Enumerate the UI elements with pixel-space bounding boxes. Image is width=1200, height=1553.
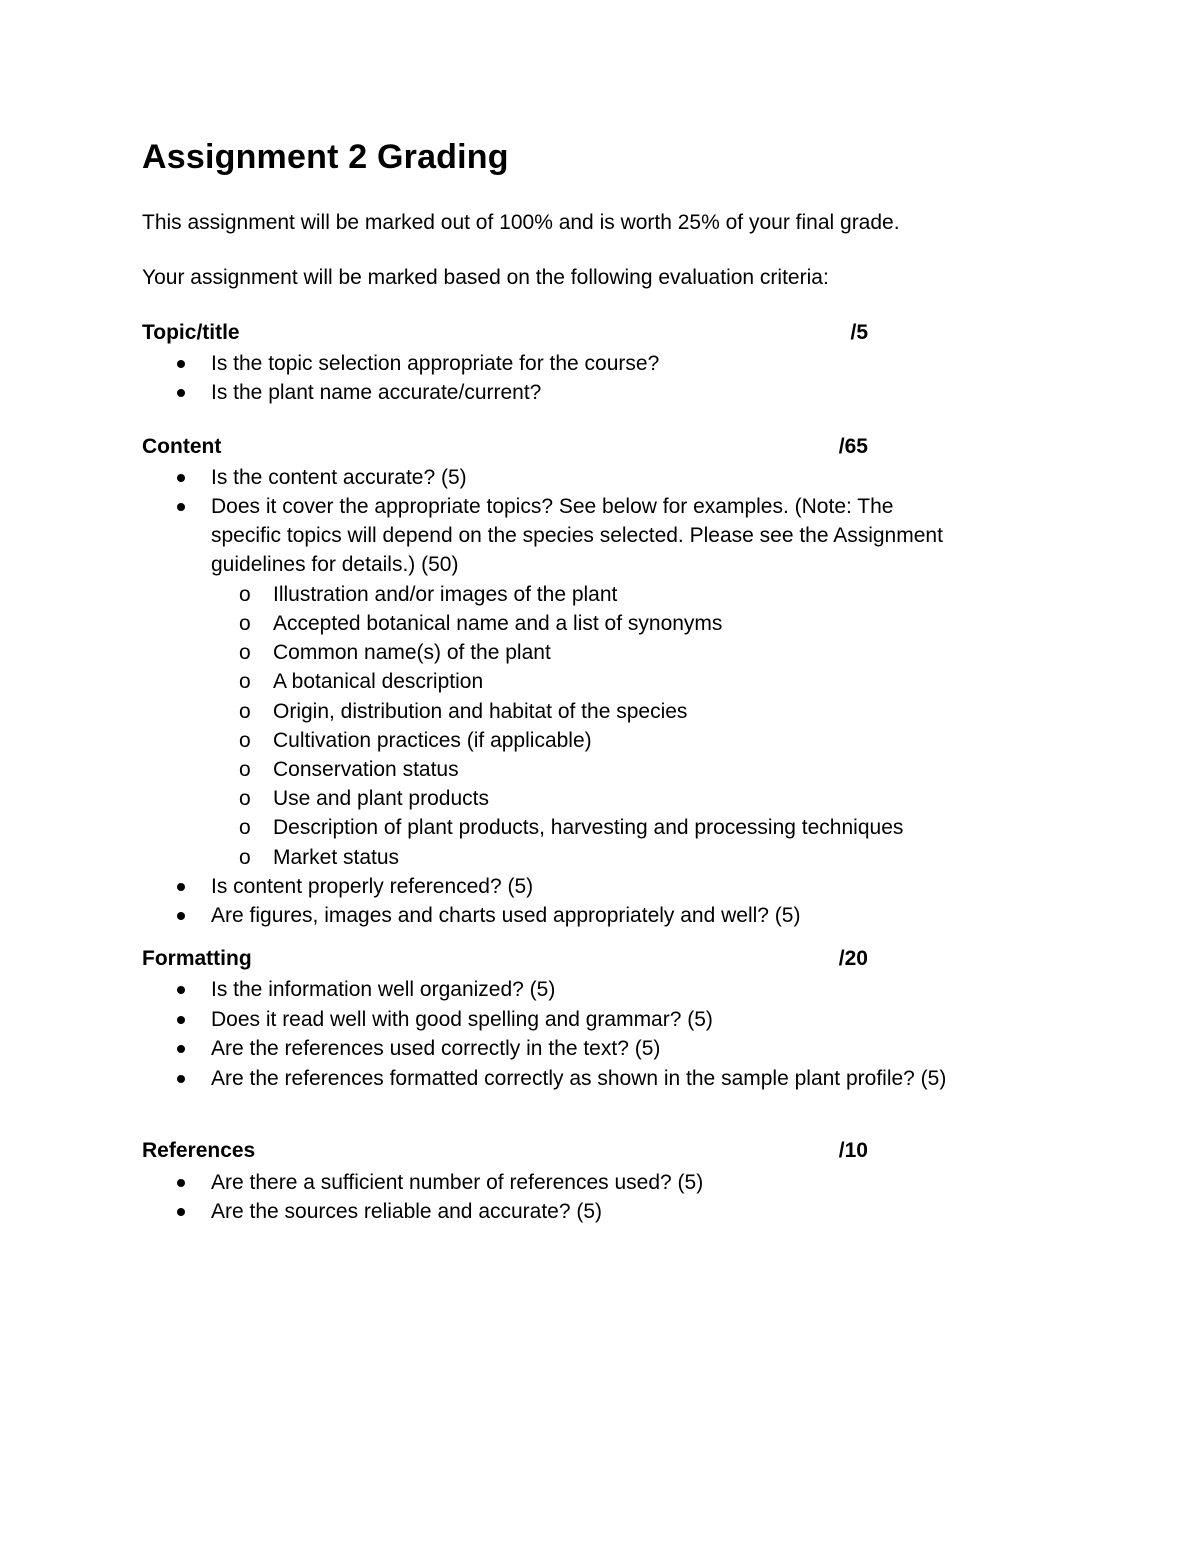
page-title: Assignment 2 Grading: [142, 138, 509, 176]
section-label: Content: [142, 435, 222, 458]
sub-bullet-icon: o: [239, 612, 251, 635]
criteria-intro-text: Your assignment will be marked based on the following evaluation criteria:: [142, 266, 829, 289]
list-item: Does it read well with good spelling and grammar? (5): [211, 1008, 713, 1031]
bullet-icon: [175, 463, 187, 475]
sub-bullet-icon: o: [239, 641, 251, 664]
bullet-icon: [175, 901, 187, 913]
bullet-icon: [175, 1064, 187, 1076]
list-item: Is the information well organized? (5): [211, 978, 556, 1001]
section-score: /5: [850, 321, 868, 344]
sub-bullet-icon: o: [239, 700, 251, 723]
sub-list-item: Market status: [273, 846, 400, 869]
sub-bullet-icon: o: [239, 846, 251, 869]
sub-list-item: Conservation status: [273, 758, 459, 781]
bullet-icon: [175, 492, 187, 504]
sub-list-item: Common name(s) of the plant: [273, 641, 551, 664]
section-topic-title: [142, 321, 882, 349]
section-formatting: [142, 947, 882, 975]
intro-text: This assignment will be marked out of 100% and is worth 25% of your final grade.: [142, 211, 900, 234]
list-item-continuation: guidelines for details.) (50): [211, 553, 459, 576]
bullet-icon: [175, 1034, 187, 1046]
bullet-icon: [175, 975, 187, 987]
list-item: Are the references used correctly in the text? (5): [211, 1037, 661, 1060]
sub-list-item: Description of plant products, harvesting and processing techniques: [273, 816, 904, 839]
section-label: Formatting: [142, 947, 252, 970]
bullet-icon: [175, 1005, 187, 1017]
list-item: Does it cover the appropriate topics? See below for examples. (Note: The: [211, 495, 894, 518]
sub-list-item: Accepted botanical name and a list of synonyms: [273, 612, 723, 635]
section-content: [142, 435, 882, 463]
list-item: Are the sources reliable and accurate? (5): [211, 1200, 603, 1223]
list-item: Are figures, images and charts used appropriately and well? (5): [211, 904, 801, 927]
sub-list-item: Cultivation practices (if applicable): [273, 729, 592, 752]
sub-bullet-icon: o: [239, 787, 251, 810]
sub-bullet-icon: o: [239, 729, 251, 752]
sub-list-item: Origin, distribution and habitat of the species: [273, 700, 688, 723]
sub-bullet-icon: o: [239, 816, 251, 839]
section-label: References: [142, 1139, 256, 1162]
sub-bullet-icon: o: [239, 583, 251, 606]
section-references: [142, 1139, 882, 1167]
sub-bullet-icon: o: [239, 670, 251, 693]
bullet-icon: [175, 872, 187, 884]
list-item: Is the plant name accurate/current?: [211, 381, 542, 404]
sub-list-item: A botanical description: [273, 670, 484, 693]
list-item: Is content properly referenced? (5): [211, 875, 534, 898]
section-score: /10: [838, 1139, 868, 1162]
list-item: Are there a sufficient number of references used? (5): [211, 1171, 704, 1194]
list-item-continuation: specific topics will depend on the species selected. Please see the Assignment: [211, 524, 943, 547]
section-label: Topic/title: [142, 321, 240, 344]
bullet-icon: [175, 1168, 187, 1180]
sub-bullet-icon: o: [239, 758, 251, 781]
list-item: Is the topic selection appropriate for the course?: [211, 352, 660, 375]
bullet-icon: [175, 349, 187, 361]
bullet-icon: [175, 1197, 187, 1209]
bullet-icon: [175, 378, 187, 390]
section-score: /65: [838, 435, 868, 458]
list-item: Are the references formatted correctly as shown in the sample plant profile? (5): [211, 1067, 947, 1090]
sub-list-item: Use and plant products: [273, 787, 489, 810]
sub-list-item: Illustration and/or images of the plant: [273, 583, 618, 606]
list-item: Is the content accurate? (5): [211, 466, 467, 489]
section-score: /20: [838, 947, 868, 970]
